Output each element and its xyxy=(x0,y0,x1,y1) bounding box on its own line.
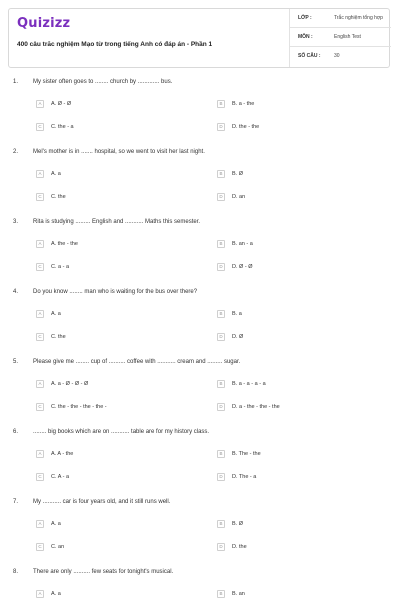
option-text: A. the - the xyxy=(51,241,78,247)
question-number: 5. xyxy=(13,359,19,365)
option-letter-box[interactable]: B xyxy=(217,450,225,458)
option-letter-box[interactable]: A xyxy=(36,310,44,318)
option-text: B. an xyxy=(232,591,245,597)
option-letter-box[interactable]: C xyxy=(36,123,44,131)
option-letter-box[interactable]: B xyxy=(217,310,225,318)
option-text: D. an xyxy=(232,194,246,200)
option-text: B. a xyxy=(232,311,242,317)
option-text: A. A - the xyxy=(51,451,74,457)
question-text: My sister often goes to ........ church by ............. bus. xyxy=(33,79,173,85)
option-letter-box[interactable]: A xyxy=(36,520,44,528)
option-text: D. Ø xyxy=(232,334,244,340)
option-letter-box[interactable]: D xyxy=(217,333,225,341)
question-number: 8. xyxy=(13,569,19,575)
question-text: There are only .......... few seats for tonight's musical. xyxy=(33,569,174,575)
option-text: D. the - the xyxy=(232,124,260,130)
option-text: A. a xyxy=(51,311,61,317)
option-letter-box[interactable]: D xyxy=(217,263,225,271)
option-letter-box[interactable]: B xyxy=(217,100,225,108)
option-letter-box[interactable]: C xyxy=(36,543,44,551)
option-letter-box[interactable]: C xyxy=(36,403,44,411)
option-text: A. a xyxy=(51,521,61,527)
option-text: A. a xyxy=(51,591,61,597)
question-text: Mel's mother is in ....... hospital, so we went to visit her last night. xyxy=(33,149,205,155)
document-title: 400 câu trắc nghiệm Mạo từ trong tiếng Anh có đáp án - Phần 1 xyxy=(17,41,213,48)
option-letter-box[interactable]: C xyxy=(36,333,44,341)
question-text: Please give me ........ cup of .......... coffee with ........... cream and ......... sugar. xyxy=(33,359,241,365)
meta-label: MÔN : xyxy=(298,34,313,40)
option-text: D. The - a xyxy=(232,474,257,480)
meta-value: 30 xyxy=(334,53,340,59)
option-text: D. the xyxy=(232,544,247,550)
option-text: C. A - a xyxy=(51,474,70,480)
option-letter-box[interactable]: C xyxy=(36,263,44,271)
option-text: B. a - the xyxy=(232,101,255,107)
question-text: Rita is studying ......... English and ........... Maths this semester. xyxy=(33,219,201,225)
option-text: A. Ø - Ø xyxy=(51,101,72,107)
question-number: 4. xyxy=(13,289,19,295)
question-text: Do you know ........ man who is waiting for the bus over there? xyxy=(33,289,198,295)
question-number: 6. xyxy=(13,429,19,435)
option-text: B. Ø xyxy=(232,521,244,527)
option-letter-box[interactable]: B xyxy=(217,590,225,598)
meta-value: English Test xyxy=(334,34,361,40)
worksheet-header xyxy=(8,8,390,68)
option-text: D. Ø - Ø xyxy=(232,264,253,270)
option-text: A. a - Ø - Ø - Ø xyxy=(51,381,89,387)
question-text: My ........... car is four years old, and it still runs well. xyxy=(33,499,171,505)
option-text: C. an xyxy=(51,544,65,550)
quizizz-logo: Quizizz xyxy=(17,16,71,31)
option-text: D. a - the - the - the xyxy=(232,404,280,410)
question-number: 7. xyxy=(13,499,19,505)
option-text: B. a - a - a - a xyxy=(232,381,266,387)
option-text: B. The - the xyxy=(232,451,261,457)
option-text: C. the - a xyxy=(51,124,74,130)
option-text: B. an - a xyxy=(232,241,253,247)
meta-table xyxy=(289,9,391,67)
option-text: C. a - a xyxy=(51,264,70,270)
option-text: A. a xyxy=(51,171,61,177)
option-letter-box[interactable]: D xyxy=(217,403,225,411)
option-letter-box[interactable]: A xyxy=(36,590,44,598)
option-letter-box[interactable]: A xyxy=(36,240,44,248)
option-text: B. Ø xyxy=(232,171,244,177)
option-letter-box[interactable]: C xyxy=(36,473,44,481)
option-letter-box[interactable]: B xyxy=(217,520,225,528)
option-letter-box[interactable]: C xyxy=(36,193,44,201)
meta-row-subject xyxy=(290,28,391,47)
option-letter-box[interactable]: B xyxy=(217,170,225,178)
meta-row-count xyxy=(290,47,391,66)
option-text: C. the xyxy=(51,334,66,340)
option-letter-box[interactable]: D xyxy=(217,543,225,551)
option-letter-box[interactable]: B xyxy=(217,240,225,248)
question-number: 2. xyxy=(13,149,19,155)
meta-label: SỐ CÂU : xyxy=(298,53,321,59)
option-letter-box[interactable]: A xyxy=(36,450,44,458)
meta-value: Trắc nghiệm tổng hợp xyxy=(334,15,383,21)
option-letter-box[interactable]: A xyxy=(36,100,44,108)
option-text: C. the xyxy=(51,194,66,200)
question-number: 3. xyxy=(13,219,19,225)
option-letter-box[interactable]: D xyxy=(217,123,225,131)
option-text: C. the - the - the - the - xyxy=(51,404,107,410)
option-letter-box[interactable]: D xyxy=(217,193,225,201)
meta-label: LỚP : xyxy=(298,15,312,21)
option-letter-box[interactable]: A xyxy=(36,380,44,388)
option-letter-box[interactable]: D xyxy=(217,473,225,481)
meta-row-class xyxy=(290,9,391,28)
question-text: ........ big books which are on ........... table are for my history class. xyxy=(33,429,210,435)
option-letter-box[interactable]: A xyxy=(36,170,44,178)
option-letter-box[interactable]: B xyxy=(217,380,225,388)
question-number: 1. xyxy=(13,79,19,85)
